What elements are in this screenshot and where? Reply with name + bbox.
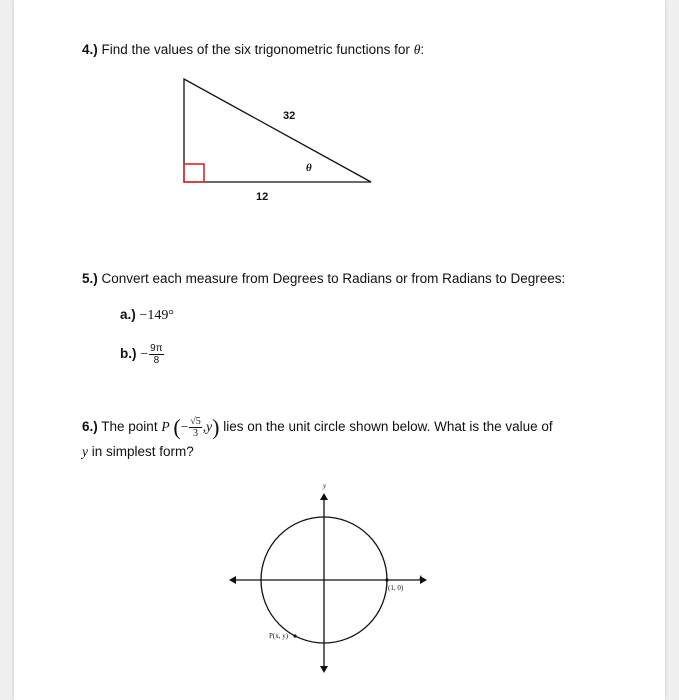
y-axis-top-arrow bbox=[320, 493, 328, 500]
question-6-y-var: y bbox=[82, 444, 88, 459]
question-6-denominator: 3 bbox=[193, 428, 199, 439]
question-5-text: Convert each measure from Degrees to Radians or from Radians to Degrees: bbox=[101, 271, 566, 286]
question-4-colon: : bbox=[420, 42, 425, 57]
question-4-number: 4.) bbox=[82, 42, 98, 57]
question-4-theta: θ bbox=[413, 42, 421, 57]
point-p-label: P(x, y) bbox=[269, 632, 289, 640]
x-axis-label: x bbox=[419, 573, 423, 581]
point-p-dot bbox=[293, 634, 296, 637]
question-6-minus: − bbox=[180, 419, 189, 435]
question-5b-sign: − bbox=[140, 347, 149, 363]
question-5a-label: a.) bbox=[120, 307, 136, 322]
base-label: 12 bbox=[256, 191, 269, 203]
y-axis-label: y bbox=[323, 482, 327, 490]
angle-theta-label: θ bbox=[306, 162, 312, 174]
question-5a-value: −149° bbox=[139, 308, 175, 323]
question-6-text-after: lies on the unit circle shown below. What is the value of bbox=[219, 419, 553, 435]
question-6-numerator: √5 bbox=[190, 416, 201, 427]
question-6-line-2-text: in simplest form? bbox=[88, 444, 194, 459]
unit-circle-figure bbox=[14, 0, 665, 700]
question-6-open-paren: ( bbox=[173, 414, 181, 440]
question-6-point-name: P bbox=[161, 419, 170, 435]
question-5-number: 5.) bbox=[82, 271, 98, 286]
question-6-number: 6.) bbox=[82, 419, 98, 435]
question-6-text-before: The point bbox=[101, 419, 162, 435]
hypotenuse-label: 32 bbox=[283, 110, 296, 122]
question-5b-numerator: 9π bbox=[150, 343, 163, 354]
point-1-0-dot bbox=[385, 578, 388, 581]
y-axis-bottom-arrow bbox=[320, 666, 328, 673]
question-5b-label: b.) bbox=[120, 346, 137, 362]
question-6-close-paren: ) bbox=[212, 414, 220, 440]
point-1-0-label: (1, 0) bbox=[388, 584, 404, 592]
question-4-text: Find the values of the six trigonometric functions for bbox=[101, 42, 414, 57]
question-5b-denominator: 8 bbox=[153, 355, 160, 366]
x-axis-left-arrow bbox=[229, 576, 236, 584]
worksheet-page bbox=[14, 0, 665, 700]
question-6-comma-y: ,y bbox=[202, 419, 213, 435]
